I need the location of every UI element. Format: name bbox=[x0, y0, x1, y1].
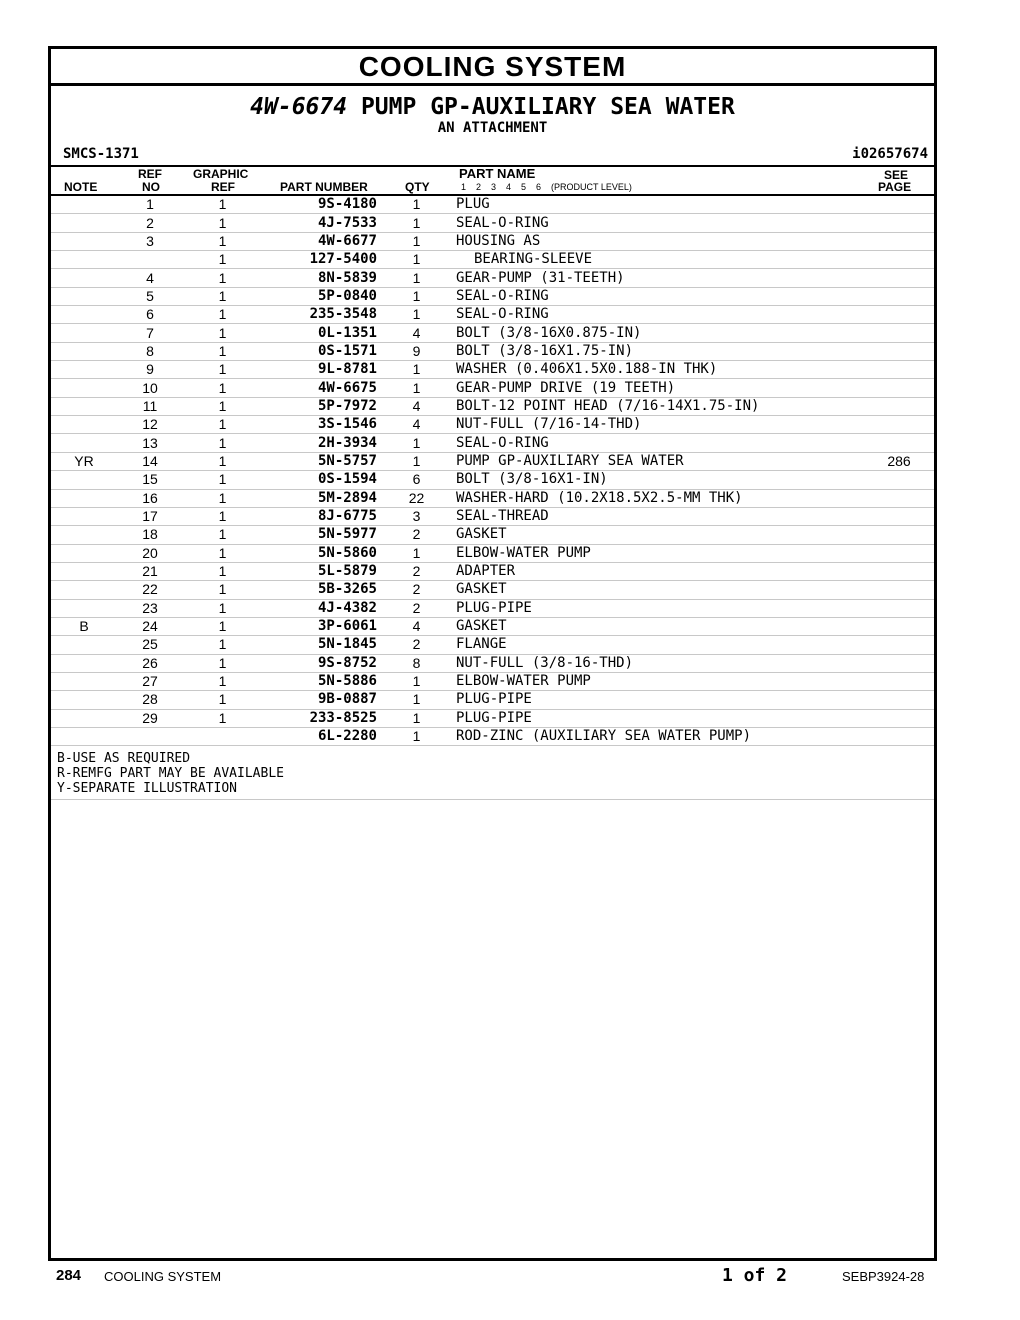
header-qty: QTY bbox=[405, 180, 430, 194]
row-graphic-ref: 1 bbox=[183, 507, 262, 525]
row-part-number: 2H-3934 bbox=[262, 434, 377, 452]
table-row bbox=[51, 434, 934, 452]
row-ref-no: 20 bbox=[117, 544, 183, 562]
row-ref-no: 23 bbox=[117, 599, 183, 617]
row-see-page bbox=[864, 672, 934, 690]
row-note bbox=[51, 269, 117, 287]
row-part-name: BOLT-12 POINT HEAD (7/16-14X1.75-IN) bbox=[456, 397, 864, 415]
row-part-name: FLANGE bbox=[456, 636, 864, 654]
row-part-number: 9B-0887 bbox=[262, 691, 377, 709]
row-ref-no: 6 bbox=[117, 306, 183, 324]
row-qty: 2 bbox=[377, 526, 456, 544]
row-graphic-ref: 1 bbox=[183, 269, 262, 287]
header-graphic-bottom: REF bbox=[211, 180, 235, 194]
row-qty: 22 bbox=[377, 489, 456, 507]
row-graphic-ref: 1 bbox=[183, 599, 262, 617]
row-part-name: BEARING-SLEEVE bbox=[456, 251, 864, 269]
group-heading bbox=[51, 94, 934, 120]
parts-page-frame bbox=[48, 46, 937, 1261]
row-graphic-ref: 1 bbox=[183, 379, 262, 397]
row-qty: 1 bbox=[377, 251, 456, 269]
illustration-id: i02657674 bbox=[852, 146, 928, 162]
table-row bbox=[51, 306, 934, 324]
row-qty: 1 bbox=[377, 232, 456, 250]
table-row bbox=[51, 324, 934, 342]
row-part-number: 4W-6675 bbox=[262, 379, 377, 397]
row-part-number: 5M-2894 bbox=[262, 489, 377, 507]
row-ref-no: 21 bbox=[117, 562, 183, 580]
row-ref-no: 4 bbox=[117, 269, 183, 287]
row-ref-no: 11 bbox=[117, 397, 183, 415]
table-row bbox=[51, 489, 934, 507]
header-part-name: PART NAME bbox=[459, 166, 536, 181]
row-note bbox=[51, 324, 117, 342]
row-graphic-ref: 1 bbox=[183, 672, 262, 690]
row-see-page bbox=[864, 691, 934, 709]
row-part-name: NUT-FULL (3/8-16-THD) bbox=[456, 654, 864, 672]
group-part-number: 4W-6674 bbox=[250, 94, 348, 120]
footer-doc-id: SEBP3924-28 bbox=[842, 1269, 925, 1284]
table-row bbox=[51, 507, 934, 525]
smcs-code: SMCS-1371 bbox=[63, 146, 139, 162]
row-ref-no: 26 bbox=[117, 654, 183, 672]
row-see-page bbox=[864, 581, 934, 599]
table-row bbox=[51, 636, 934, 654]
row-see-page bbox=[864, 599, 934, 617]
table-row bbox=[51, 544, 934, 562]
table-row bbox=[51, 269, 934, 287]
row-note bbox=[51, 691, 117, 709]
page-title: COOLING SYSTEM bbox=[51, 49, 934, 86]
row-graphic-ref: 1 bbox=[183, 214, 262, 232]
row-see-page bbox=[864, 727, 934, 745]
row-qty: 4 bbox=[377, 397, 456, 415]
footer-pagination: 1 of 2 bbox=[722, 1265, 788, 1286]
row-see-page bbox=[864, 434, 934, 452]
note-line: R-REMFG PART MAY BE AVAILABLE bbox=[57, 766, 284, 782]
header-see-bottom: PAGE bbox=[878, 180, 912, 194]
header-graphic-top: GRAPHIC bbox=[193, 167, 249, 181]
row-part-name: ROD-ZINC (AUXILIARY SEA WATER PUMP) bbox=[456, 727, 864, 745]
row-graphic-ref: 1 bbox=[183, 654, 262, 672]
row-part-number: 4J-7533 bbox=[262, 214, 377, 232]
parts-table bbox=[51, 196, 934, 746]
row-qty: 1 bbox=[377, 306, 456, 324]
row-ref-no: 16 bbox=[117, 489, 183, 507]
row-see-page bbox=[864, 709, 934, 727]
note-line: B-USE AS REQUIRED bbox=[57, 751, 191, 767]
row-qty: 9 bbox=[377, 342, 456, 360]
row-part-name: SEAL-O-RING bbox=[456, 434, 864, 452]
row-see-page bbox=[864, 306, 934, 324]
row-see-page bbox=[864, 232, 934, 250]
row-qty: 1 bbox=[377, 544, 456, 562]
row-part-number: 5N-5977 bbox=[262, 526, 377, 544]
table-row bbox=[51, 617, 934, 635]
table-row bbox=[51, 196, 934, 214]
row-ref-no: 22 bbox=[117, 581, 183, 599]
row-see-page bbox=[864, 544, 934, 562]
row-qty: 1 bbox=[377, 269, 456, 287]
row-qty: 1 bbox=[377, 434, 456, 452]
row-ref-no: 8 bbox=[117, 342, 183, 360]
footer-section: COOLING SYSTEM bbox=[104, 1269, 222, 1284]
row-see-page bbox=[864, 379, 934, 397]
row-note bbox=[51, 232, 117, 250]
row-part-number: 5N-1845 bbox=[262, 636, 377, 654]
row-see-page bbox=[864, 342, 934, 360]
row-note: B bbox=[51, 617, 117, 635]
row-part-number: 127-5400 bbox=[262, 251, 377, 269]
row-graphic-ref: 1 bbox=[183, 581, 262, 599]
row-ref-no: 9 bbox=[117, 361, 183, 379]
row-see-page bbox=[864, 287, 934, 305]
row-qty: 2 bbox=[377, 599, 456, 617]
row-graphic-ref: 1 bbox=[183, 489, 262, 507]
table-row bbox=[51, 709, 934, 727]
row-see-page bbox=[864, 214, 934, 232]
row-see-page bbox=[864, 617, 934, 635]
row-qty: 1 bbox=[377, 196, 456, 214]
header-ref-top: REF bbox=[138, 167, 162, 181]
row-note bbox=[51, 251, 117, 269]
row-part-number: 5P-7972 bbox=[262, 397, 377, 415]
row-part-number: 235-3548 bbox=[262, 306, 377, 324]
row-note bbox=[51, 471, 117, 489]
row-qty: 1 bbox=[377, 452, 456, 470]
row-qty: 8 bbox=[377, 654, 456, 672]
row-qty: 1 bbox=[377, 361, 456, 379]
row-qty: 1 bbox=[377, 672, 456, 690]
row-note bbox=[51, 434, 117, 452]
row-note bbox=[51, 306, 117, 324]
row-note bbox=[51, 599, 117, 617]
row-ref-no: 2 bbox=[117, 214, 183, 232]
row-see-page bbox=[864, 507, 934, 525]
smcs-row bbox=[51, 143, 934, 167]
header-note: NOTE bbox=[64, 180, 98, 194]
group-name: PUMP GP-AUXILIARY SEA WATER bbox=[360, 94, 735, 120]
table-row bbox=[51, 727, 934, 745]
row-qty: 1 bbox=[377, 379, 456, 397]
group-subtitle: AN ATTACHMENT bbox=[437, 120, 548, 136]
row-ref-no: 29 bbox=[117, 709, 183, 727]
row-qty: 2 bbox=[377, 581, 456, 599]
table-header bbox=[51, 167, 934, 196]
row-graphic-ref: 1 bbox=[183, 636, 262, 654]
row-ref-no: 24 bbox=[117, 617, 183, 635]
row-part-number: 8N-5839 bbox=[262, 269, 377, 287]
row-part-number: 5B-3265 bbox=[262, 581, 377, 599]
row-note bbox=[51, 562, 117, 580]
row-graphic-ref: 1 bbox=[183, 691, 262, 709]
row-part-name: SEAL-O-RING bbox=[456, 287, 864, 305]
row-part-number: 5N-5757 bbox=[262, 452, 377, 470]
row-ref-no bbox=[117, 727, 183, 745]
row-part-name: WASHER (0.406X1.5X0.188-IN THK) bbox=[456, 361, 864, 379]
row-part-number: 0L-1351 bbox=[262, 324, 377, 342]
table-row bbox=[51, 471, 934, 489]
row-part-name: ELBOW-WATER PUMP bbox=[456, 544, 864, 562]
row-note bbox=[51, 361, 117, 379]
row-graphic-ref: 1 bbox=[183, 324, 262, 342]
table-row bbox=[51, 562, 934, 580]
table-row bbox=[51, 361, 934, 379]
row-note bbox=[51, 196, 117, 214]
row-graphic-ref: 1 bbox=[183, 287, 262, 305]
row-part-number: 9S-8752 bbox=[262, 654, 377, 672]
row-see-page bbox=[864, 269, 934, 287]
row-part-number: 5L-5879 bbox=[262, 562, 377, 580]
row-note bbox=[51, 636, 117, 654]
header-part-number: PART NUMBER bbox=[280, 180, 368, 194]
row-note bbox=[51, 489, 117, 507]
row-note bbox=[51, 342, 117, 360]
row-ref-no: 25 bbox=[117, 636, 183, 654]
notes-legend bbox=[51, 746, 934, 800]
parts-table-body bbox=[51, 196, 934, 746]
page-footer bbox=[0, 1264, 1020, 1294]
row-part-name: GEAR-PUMP (31-TEETH) bbox=[456, 269, 864, 287]
header-see-top: SEE bbox=[884, 168, 909, 182]
row-part-number: 9L-8781 bbox=[262, 361, 377, 379]
row-graphic-ref: 1 bbox=[183, 562, 262, 580]
table-row bbox=[51, 397, 934, 415]
table-row bbox=[51, 251, 934, 269]
row-note bbox=[51, 672, 117, 690]
row-graphic-ref: 1 bbox=[183, 306, 262, 324]
row-graphic-ref: 1 bbox=[183, 709, 262, 727]
row-note bbox=[51, 544, 117, 562]
row-qty: 1 bbox=[377, 709, 456, 727]
row-part-name: BOLT (3/8-16X1.75-IN) bbox=[456, 342, 864, 360]
row-part-name: ADAPTER bbox=[456, 562, 864, 580]
row-part-number: 9S-4180 bbox=[262, 196, 377, 214]
row-part-name: PLUG bbox=[456, 196, 864, 214]
row-see-page bbox=[864, 324, 934, 342]
row-qty: 2 bbox=[377, 562, 456, 580]
row-part-number: 5N-5886 bbox=[262, 672, 377, 690]
row-graphic-ref: 1 bbox=[183, 434, 262, 452]
row-see-page bbox=[864, 397, 934, 415]
header-product-levels: 1 2 3 4 5 6 (PRODUCT LEVEL) bbox=[461, 182, 632, 192]
row-graphic-ref bbox=[183, 727, 262, 745]
row-qty: 2 bbox=[377, 636, 456, 654]
row-graphic-ref: 1 bbox=[183, 232, 262, 250]
table-row bbox=[51, 691, 934, 709]
row-see-page bbox=[864, 471, 934, 489]
row-part-name: BOLT (3/8-16X1-IN) bbox=[456, 471, 864, 489]
row-part-number: 0S-1594 bbox=[262, 471, 377, 489]
row-ref-no: 28 bbox=[117, 691, 183, 709]
row-ref-no: 1 bbox=[117, 196, 183, 214]
row-part-name: GASKET bbox=[456, 581, 864, 599]
table-row bbox=[51, 416, 934, 434]
row-note bbox=[51, 526, 117, 544]
row-note bbox=[51, 416, 117, 434]
row-part-number: 4J-4382 bbox=[262, 599, 377, 617]
row-graphic-ref: 1 bbox=[183, 416, 262, 434]
row-note: YR bbox=[51, 452, 117, 470]
row-qty: 1 bbox=[377, 691, 456, 709]
row-part-name: SEAL-O-RING bbox=[456, 214, 864, 232]
table-row bbox=[51, 379, 934, 397]
row-graphic-ref: 1 bbox=[183, 544, 262, 562]
row-qty: 1 bbox=[377, 214, 456, 232]
row-ref-no: 18 bbox=[117, 526, 183, 544]
row-graphic-ref: 1 bbox=[183, 471, 262, 489]
row-see-page: 286 bbox=[864, 452, 934, 470]
table-row bbox=[51, 654, 934, 672]
row-qty: 3 bbox=[377, 507, 456, 525]
row-ref-no: 14 bbox=[117, 452, 183, 470]
note-line: Y-SEPARATE ILLUSTRATION bbox=[57, 781, 238, 797]
row-part-name: PUMP GP-AUXILIARY SEA WATER bbox=[456, 452, 864, 470]
row-see-page bbox=[864, 654, 934, 672]
row-part-name: BOLT (3/8-16X0.875-IN) bbox=[456, 324, 864, 342]
row-part-name: ELBOW-WATER PUMP bbox=[456, 672, 864, 690]
row-part-number: 3P-6061 bbox=[262, 617, 377, 635]
table-row bbox=[51, 214, 934, 232]
row-see-page bbox=[864, 562, 934, 580]
row-part-name: GEAR-PUMP DRIVE (19 TEETH) bbox=[456, 379, 864, 397]
row-part-name: NUT-FULL (7/16-14-THD) bbox=[456, 416, 864, 434]
row-part-name: GASKET bbox=[456, 526, 864, 544]
row-graphic-ref: 1 bbox=[183, 397, 262, 415]
row-see-page bbox=[864, 361, 934, 379]
row-part-name: HOUSING AS bbox=[456, 232, 864, 250]
header-ref-bottom: NO bbox=[142, 180, 160, 194]
row-ref-no: 7 bbox=[117, 324, 183, 342]
row-see-page bbox=[864, 636, 934, 654]
row-see-page bbox=[864, 489, 934, 507]
row-part-name: WASHER-HARD (10.2X18.5X2.5-MM THK) bbox=[456, 489, 864, 507]
row-part-number: 5N-5860 bbox=[262, 544, 377, 562]
row-qty: 4 bbox=[377, 416, 456, 434]
row-qty: 4 bbox=[377, 324, 456, 342]
row-see-page bbox=[864, 526, 934, 544]
row-note bbox=[51, 654, 117, 672]
table-row bbox=[51, 232, 934, 250]
row-part-name: PLUG-PIPE bbox=[456, 709, 864, 727]
row-ref-no: 12 bbox=[117, 416, 183, 434]
row-ref-no: 13 bbox=[117, 434, 183, 452]
row-qty: 6 bbox=[377, 471, 456, 489]
row-qty: 1 bbox=[377, 727, 456, 745]
row-graphic-ref: 1 bbox=[183, 342, 262, 360]
row-note bbox=[51, 287, 117, 305]
row-graphic-ref: 1 bbox=[183, 617, 262, 635]
row-note bbox=[51, 214, 117, 232]
row-ref-no: 15 bbox=[117, 471, 183, 489]
row-see-page bbox=[864, 416, 934, 434]
row-note bbox=[51, 397, 117, 415]
row-part-name: SEAL-THREAD bbox=[456, 507, 864, 525]
row-note bbox=[51, 507, 117, 525]
row-part-number: 233-8525 bbox=[262, 709, 377, 727]
table-row bbox=[51, 287, 934, 305]
row-graphic-ref: 1 bbox=[183, 196, 262, 214]
row-note bbox=[51, 709, 117, 727]
footer-page-number: 284 bbox=[56, 1267, 82, 1284]
table-row bbox=[51, 672, 934, 690]
row-see-page bbox=[864, 251, 934, 269]
row-part-name: PLUG-PIPE bbox=[456, 599, 864, 617]
row-graphic-ref: 1 bbox=[183, 526, 262, 544]
row-ref-no: 5 bbox=[117, 287, 183, 305]
table-row bbox=[51, 452, 934, 470]
row-part-name: SEAL-O-RING bbox=[456, 306, 864, 324]
row-note bbox=[51, 727, 117, 745]
row-see-page bbox=[864, 196, 934, 214]
row-ref-no bbox=[117, 251, 183, 269]
table-row bbox=[51, 526, 934, 544]
row-ref-no: 10 bbox=[117, 379, 183, 397]
row-note bbox=[51, 379, 117, 397]
row-graphic-ref: 1 bbox=[183, 361, 262, 379]
row-part-name: GASKET bbox=[456, 617, 864, 635]
row-part-number: 4W-6677 bbox=[262, 232, 377, 250]
row-qty: 4 bbox=[377, 617, 456, 635]
row-qty: 1 bbox=[377, 287, 456, 305]
table-row bbox=[51, 599, 934, 617]
row-ref-no: 17 bbox=[117, 507, 183, 525]
row-graphic-ref: 1 bbox=[183, 452, 262, 470]
table-row bbox=[51, 581, 934, 599]
row-note bbox=[51, 581, 117, 599]
row-ref-no: 3 bbox=[117, 232, 183, 250]
row-graphic-ref: 1 bbox=[183, 251, 262, 269]
row-part-number: 0S-1571 bbox=[262, 342, 377, 360]
row-ref-no: 27 bbox=[117, 672, 183, 690]
row-part-number: 5P-0840 bbox=[262, 287, 377, 305]
row-part-number: 6L-2280 bbox=[262, 727, 377, 745]
row-part-number: 3S-1546 bbox=[262, 416, 377, 434]
row-part-name: PLUG-PIPE bbox=[456, 691, 864, 709]
row-part-number: 8J-6775 bbox=[262, 507, 377, 525]
table-row bbox=[51, 342, 934, 360]
